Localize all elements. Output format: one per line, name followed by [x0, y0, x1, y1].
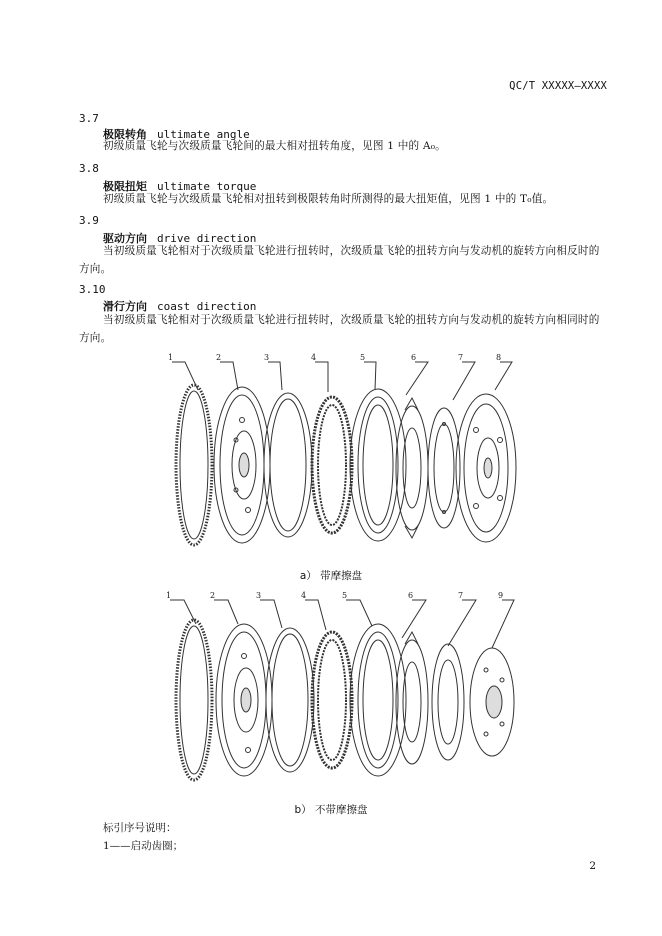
term-en: ultimate angle — [157, 128, 250, 141]
flange-ring-icon — [350, 624, 406, 776]
callout-label: 4 — [311, 353, 317, 362]
section-number-3-10: 3.10 — [79, 283, 106, 296]
exploded-view-without-friction-disc — [150, 590, 530, 790]
section-number-3-7: 3.7 — [79, 112, 99, 125]
term-en: drive direction — [157, 232, 257, 245]
friction-disc-icon — [428, 408, 460, 528]
callout-label: 6 — [411, 353, 417, 362]
friction-disc-icon — [432, 644, 464, 760]
starter-ring-gear-icon — [176, 385, 212, 545]
definition-coast-direction: 当初级质量飞轮相对于次级质量飞轮进行扭转时，次级质量飞轮的扭转方向与发动机的旋转方向相同时的方向。 — [79, 314, 600, 344]
figure-a-caption: a） 带摩擦盘 — [299, 570, 363, 582]
primary-flywheel-icon — [216, 624, 272, 776]
arc-spring-icon — [312, 397, 352, 533]
definition-ultimate-angle: 初级质量飞轮与次级质量飞轮间的最大相对扭转角度，见图 1 中的 A₀。 — [103, 140, 446, 152]
section-number-3-8: 3.8 — [79, 162, 99, 175]
callout-label: 7 — [458, 353, 464, 362]
callout-label: 5 — [360, 353, 366, 362]
term-zh: 滑行方向 — [103, 300, 147, 313]
flange-ring-icon — [350, 389, 406, 541]
callout-label: 7 — [458, 591, 464, 600]
ring-plate-icon — [266, 628, 314, 772]
term-zh: 驱动方向 — [103, 232, 147, 245]
callout-label: 1 — [166, 591, 172, 600]
callout-label: 3 — [256, 591, 262, 600]
legend-title: 标引序号说明： — [103, 822, 177, 834]
term-zh: 极限扭矩 — [103, 180, 147, 193]
arc-spring-icon — [312, 632, 352, 768]
term-zh: 极限转角 — [103, 128, 147, 141]
document-code-header: QC/T XXXXX—XXXX — [509, 80, 607, 92]
term-en: ultimate torque — [157, 180, 257, 193]
secondary-flywheel-icon — [456, 394, 516, 542]
legend-item: 1——启动齿圈； — [103, 840, 184, 852]
definition-ultimate-torque: 初级质量飞轮与次级质量飞轮相对扭转到极限转角时所测得的最大扭矩值，见图 1 中的 T₀值。 — [103, 193, 554, 205]
exploded-view-with-friction-disc — [150, 350, 530, 555]
definition-drive-direction: 当初级质量飞轮相对于次级质量飞轮进行扭转时，次级质量飞轮的扭转方向与发动机的旋转方向相反时的方向。 — [79, 245, 600, 275]
callout-label: 8 — [496, 353, 502, 362]
callout-label: 1 — [168, 353, 174, 362]
callout-label: 4 — [301, 591, 307, 600]
page-number: 2 — [589, 860, 596, 872]
callout-label: 6 — [408, 591, 414, 600]
callout-label: 3 — [264, 353, 270, 362]
callout-label: 5 — [342, 591, 348, 600]
primary-flywheel-icon — [214, 387, 270, 543]
starter-ring-gear-icon — [176, 620, 212, 780]
figure-b-caption: b） 不带摩擦盘 — [294, 804, 368, 816]
term-en: coast direction — [157, 300, 257, 313]
callout-label: 2 — [216, 353, 222, 362]
callout-label: 2 — [210, 591, 216, 600]
section-number-3-9: 3.9 — [79, 214, 99, 227]
callout-label: 9 — [498, 591, 504, 600]
ring-plate-icon — [264, 393, 312, 537]
driven-disc-hub-icon — [470, 648, 514, 756]
